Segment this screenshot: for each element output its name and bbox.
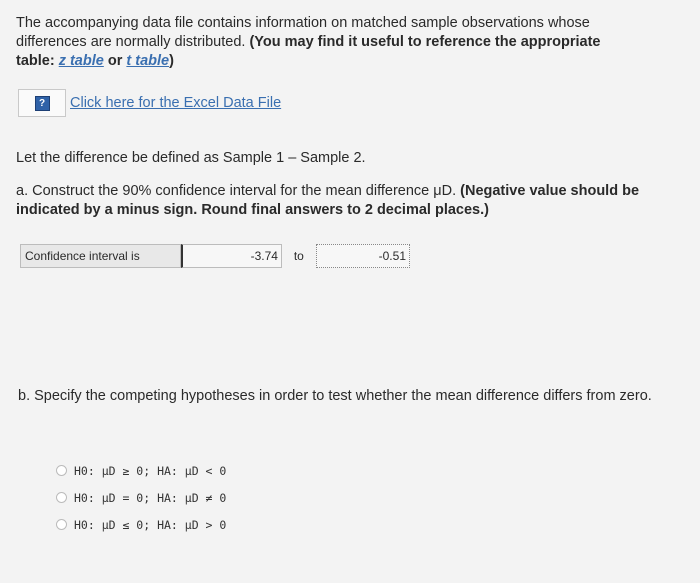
option-label: H0: μD ≥ 0; HA: μD < 0 (74, 463, 227, 478)
to-label: to (293, 249, 304, 263)
hypothesis-options (56, 457, 226, 538)
hypothesis-option-2[interactable] (56, 484, 226, 511)
help-icon: ? (35, 96, 50, 111)
question-a-text: a. Construct the 90% confidence interval for the mean difference μD. (16, 183, 461, 199)
question-a (16, 182, 656, 220)
help-button[interactable] (18, 89, 66, 117)
option-label: H0: μD = 0; HA: μD ≠ 0 (74, 490, 227, 505)
difference-definition: Let the difference be defined as Sample 1 – Sample 2. (16, 150, 366, 166)
question-b: b. Specify the competing hypotheses in order to test whether the mean difference differs from zero. (18, 388, 652, 404)
radio-button[interactable] (56, 492, 67, 503)
question-a-instructions: (Negative value should be indicated by a minus sign. Round final answers to 2 decimal places.) (16, 183, 640, 218)
t-table-link[interactable]: t table (126, 53, 170, 69)
upper-bound-input[interactable]: -0.51 (316, 244, 410, 268)
radio-button[interactable] (56, 465, 67, 476)
hypothesis-option-3[interactable] (56, 511, 226, 538)
z-table-link[interactable]: z table (58, 53, 104, 69)
intro-paragraph (16, 14, 636, 71)
radio-button[interactable] (56, 519, 67, 530)
excel-file-row (18, 88, 298, 118)
hypothesis-option-1[interactable] (56, 457, 226, 484)
confidence-interval-row (20, 244, 410, 268)
option-label: H0: μD ≤ 0; HA: μD > 0 (74, 517, 227, 532)
excel-data-file-link[interactable]: Click here for the Excel Data File (70, 95, 282, 111)
intro-bold-text: (You may find it useful to reference the appropriate table: z table or t table) (16, 34, 601, 69)
intro-text: The accompanying data file contains information on matched sample observations whose differences are normally distributed. (16, 15, 590, 50)
confidence-interval-label: Confidence interval is (20, 244, 181, 268)
lower-bound-input[interactable]: -3.74 (181, 244, 282, 268)
